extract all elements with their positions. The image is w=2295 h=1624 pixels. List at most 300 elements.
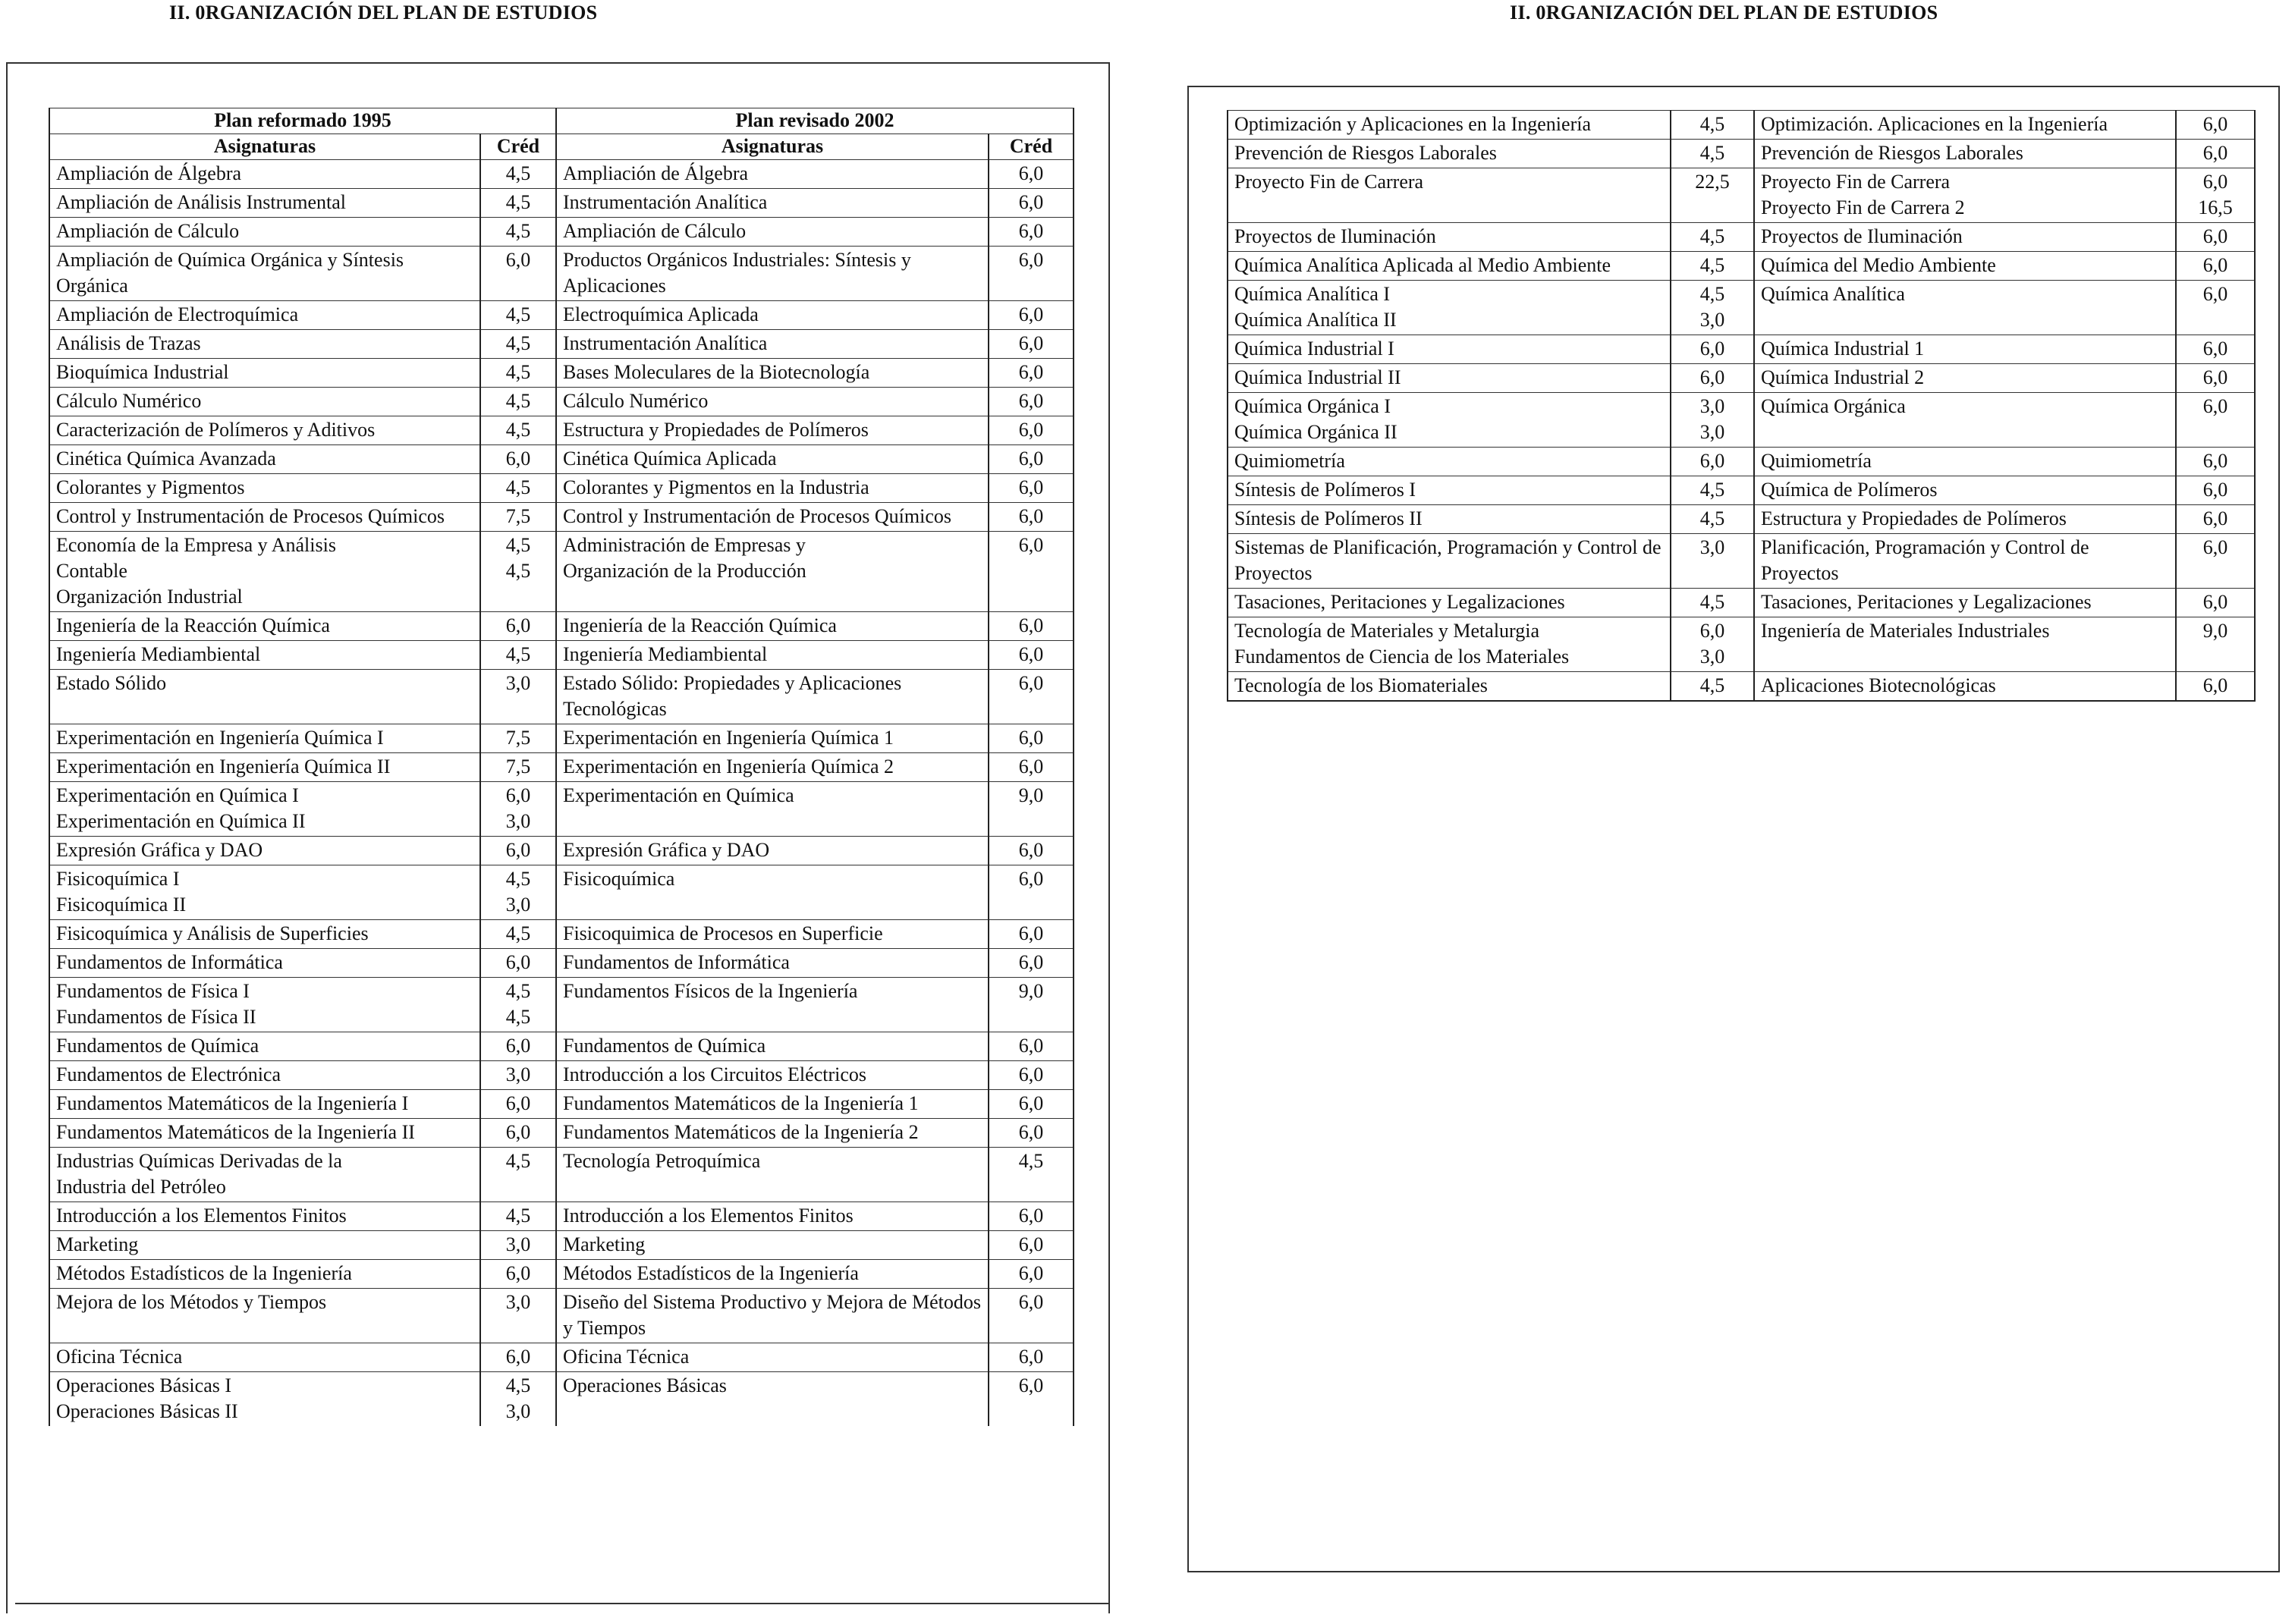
subject-name: Oficina Técnica xyxy=(56,1346,183,1368)
table-row xyxy=(49,247,1074,301)
credit-value: 6,0 xyxy=(1018,1035,1044,1057)
credits-old-cell xyxy=(1671,476,1754,505)
credits-old-cell xyxy=(480,920,556,949)
subject-name: Química Industrial I xyxy=(1234,338,1394,360)
table-row xyxy=(49,753,1074,782)
credit-value: 4,5 xyxy=(505,419,531,441)
subject-name: Proyectos de Iluminación xyxy=(1761,225,1963,247)
credits-old-cell xyxy=(480,612,556,641)
credits-new-cell xyxy=(989,503,1074,532)
credit-value: 9,0 xyxy=(1018,980,1044,1002)
credits-new-cell xyxy=(989,753,1074,782)
subject-name: Instrumentación Analítica xyxy=(563,332,768,354)
credit-value: 4,5 xyxy=(1699,142,1725,164)
credit-value: 6,0 xyxy=(1018,361,1044,383)
credit-value: 6,0 xyxy=(2202,283,2228,305)
subject-name: Introducción a los Elementos Finitos xyxy=(56,1205,347,1227)
credit-value: 6,0 xyxy=(505,784,531,806)
table-row xyxy=(49,1090,1074,1119)
credits-old-cell xyxy=(480,503,556,532)
subject-old-cell xyxy=(49,218,480,247)
subject-name: Fundamentos de Electrónica xyxy=(56,1063,281,1085)
subject-new-cell xyxy=(1754,534,2176,589)
subject-name: Tasaciones, Peritaciones y Legalizaciones xyxy=(1234,591,1565,613)
table-row xyxy=(49,1343,1074,1372)
credits-new-cell xyxy=(989,920,1074,949)
subject-name: Tecnología de Materiales y Metalurgia xyxy=(1234,620,1539,642)
plan-new-header: Plan revisado 2002 xyxy=(556,108,1074,134)
credit-value: 6,0 xyxy=(1018,839,1044,861)
subject-name: Optimización. Aplicaciones en la Ingeniería xyxy=(1761,113,2108,135)
subject-old-cell xyxy=(1228,168,1671,223)
subject-name: Experimentación en Química II xyxy=(56,810,306,832)
subject-name: Introducción a los Elementos Finitos xyxy=(563,1205,854,1227)
col-subjects-old: Asignaturas xyxy=(49,134,480,160)
subject-old-cell xyxy=(49,160,480,189)
table-row xyxy=(49,1119,1074,1148)
subject-name: Proyecto Fin de Carrera 2 xyxy=(1761,196,1965,218)
left-page xyxy=(0,0,1134,1624)
table-row xyxy=(1228,617,2255,672)
subject-new-cell xyxy=(556,724,989,753)
credit-value: 4,5 xyxy=(1699,254,1725,276)
subject-name: Ampliación de Cálculo xyxy=(563,220,747,242)
table-row xyxy=(49,388,1074,416)
credits-new-cell xyxy=(2176,140,2255,168)
credits-old-cell xyxy=(480,782,556,837)
page-frame-top-rule xyxy=(1187,86,2280,87)
subject-new-cell xyxy=(556,670,989,724)
subject-name: Electroquímica Aplicada xyxy=(563,303,759,325)
credits-new-cell xyxy=(2176,589,2255,617)
subject-name: Operaciones Básicas I xyxy=(56,1374,232,1396)
subject-old-cell xyxy=(49,1090,480,1119)
subject-old-cell xyxy=(49,416,480,445)
table-row xyxy=(49,1202,1074,1231)
subject-new-cell xyxy=(1754,111,2176,140)
credit-value: 4,5 xyxy=(505,332,531,354)
subject-new-cell xyxy=(556,503,989,532)
subject-name: Fundamentos Matemáticos de la Ingeniería I xyxy=(56,1092,409,1114)
credits-old-cell xyxy=(480,724,556,753)
table-row xyxy=(49,782,1074,837)
subject-name: Química Orgánica I xyxy=(1234,395,1391,417)
subject-new-cell xyxy=(1754,448,2176,476)
subject-name: Mejora de los Métodos y Tiempos xyxy=(56,1291,327,1313)
credit-value: 3,0 xyxy=(1699,421,1725,443)
table-row xyxy=(1228,393,2255,448)
credits-old-cell xyxy=(480,1148,556,1202)
subject-name: Optimización y Aplicaciones en la Ingeniería xyxy=(1234,113,1591,135)
subject-name: Ingeniería de la Reacción Química xyxy=(563,614,837,636)
credit-value: 4,5 xyxy=(1018,1150,1044,1172)
credit-value: 6,0 xyxy=(1018,534,1044,556)
table-row xyxy=(49,837,1074,865)
subject-new-cell xyxy=(556,753,989,782)
subject-name: Marketing xyxy=(563,1233,646,1255)
subject-name: Operaciones Básicas II xyxy=(56,1400,238,1422)
credit-value: 3,0 xyxy=(1699,646,1725,668)
credits-old-cell xyxy=(480,753,556,782)
credits-new-cell xyxy=(989,1061,1074,1090)
credits-old-cell xyxy=(480,1372,556,1427)
page-title: II. 0RGANIZACIÓN DEL PLAN DE ESTUDIOS xyxy=(169,2,598,24)
subject-new-cell xyxy=(556,189,989,218)
credit-value: 6,0 xyxy=(2202,507,2228,529)
credits-new-cell xyxy=(989,1119,1074,1148)
subject-new-cell xyxy=(556,247,989,301)
credit-value: 4,5 xyxy=(505,922,531,944)
subject-new-cell xyxy=(556,1343,989,1372)
credit-value: 4,5 xyxy=(505,361,531,383)
subject-new-cell xyxy=(556,865,989,920)
credits-old-cell xyxy=(1671,111,1754,140)
credit-value: 3,0 xyxy=(1699,395,1725,417)
subject-name: Estructura y Propiedades de Polímeros xyxy=(1761,507,2067,529)
credits-new-cell xyxy=(2176,111,2255,140)
subject-name: Experimentación en Química xyxy=(563,784,794,806)
credit-value: 6,0 xyxy=(1018,303,1044,325)
credit-value: 3,0 xyxy=(505,894,531,916)
credits-old-cell xyxy=(1671,393,1754,448)
page-title: II. 0RGANIZACIÓN DEL PLAN DE ESTUDIOS xyxy=(1510,2,1938,24)
subject-name: Fundamentos de Informática xyxy=(563,951,790,973)
subject-name: Organización Industrial xyxy=(56,586,243,608)
subject-old-cell xyxy=(49,1372,480,1427)
credits-old-cell xyxy=(480,1231,556,1260)
subject-name: Fundamentos de Física II xyxy=(56,1006,256,1028)
subject-name: Marketing xyxy=(56,1233,139,1255)
credits-old-cell xyxy=(480,1343,556,1372)
equivalence-table-right xyxy=(1227,110,2256,702)
credit-value: 6,0 xyxy=(505,1121,531,1143)
subject-old-cell xyxy=(1228,281,1671,335)
subject-old-cell xyxy=(49,330,480,359)
credit-value: 6,0 xyxy=(1699,366,1725,388)
credits-new-cell xyxy=(989,189,1074,218)
credit-value: 6,0 xyxy=(1018,476,1044,498)
credits-old-cell xyxy=(480,837,556,865)
table-row xyxy=(49,978,1074,1032)
credits-old-cell xyxy=(480,189,556,218)
credit-value: 6,0 xyxy=(2202,142,2228,164)
table-row xyxy=(49,416,1074,445)
table-row xyxy=(1228,140,2255,168)
credit-value: 6,0 xyxy=(2202,395,2228,417)
table-row xyxy=(49,670,1074,724)
credit-value: 6,0 xyxy=(505,614,531,636)
table-row xyxy=(49,1148,1074,1202)
credit-value: 6,0 xyxy=(2202,338,2228,360)
page-frame-bottom-rule xyxy=(15,1603,1110,1604)
credits-old-cell xyxy=(1671,223,1754,252)
table-row xyxy=(49,160,1074,189)
credits-new-cell xyxy=(989,532,1074,612)
subject-new-cell xyxy=(1754,223,2176,252)
credits-new-cell xyxy=(989,330,1074,359)
subject-old-cell xyxy=(49,445,480,474)
credits-new-cell xyxy=(989,416,1074,445)
subject-new-cell xyxy=(556,359,989,388)
subject-name: Ingeniería Mediambiental xyxy=(563,643,768,665)
subject-old-cell xyxy=(49,1343,480,1372)
table-row xyxy=(1228,476,2255,505)
subject-name: Organización de la Producción xyxy=(563,560,806,582)
subject-name: Ampliación de Electroquímica xyxy=(56,303,299,325)
subject-new-cell xyxy=(1754,589,2176,617)
credits-old-cell xyxy=(480,532,556,612)
table-row xyxy=(49,949,1074,978)
credits-old-cell xyxy=(1671,252,1754,281)
credit-value: 6,0 xyxy=(1018,1374,1044,1396)
credit-value: 6,0 xyxy=(505,249,531,271)
credit-value: 4,5 xyxy=(505,868,531,890)
subject-old-cell xyxy=(49,782,480,837)
credit-value: 4,5 xyxy=(505,1150,531,1172)
subject-old-cell xyxy=(1228,589,1671,617)
subject-name: Fisicoquímica II xyxy=(56,894,187,916)
credits-new-cell xyxy=(989,474,1074,503)
subject-new-cell xyxy=(556,388,989,416)
subject-name: Ampliación de Álgebra xyxy=(563,162,749,184)
subject-name: Tecnología de los Biomateriales xyxy=(1234,674,1488,696)
credits-new-cell xyxy=(2176,281,2255,335)
table-row xyxy=(49,218,1074,247)
subject-name: Fundamentos Matemáticos de la Ingeniería II xyxy=(56,1121,415,1143)
table-row xyxy=(1228,505,2255,534)
subject-name: Fundamentos Matemáticos de la Ingeniería 2 xyxy=(563,1121,919,1143)
subject-new-cell xyxy=(1754,168,2176,223)
subject-name: Colorantes y Pigmentos en la Industria xyxy=(563,476,869,498)
credits-old-cell xyxy=(480,388,556,416)
subject-name: Fundamentos Físicos de la Ingeniería xyxy=(563,980,858,1002)
credits-old-cell xyxy=(480,160,556,189)
table-row xyxy=(1228,281,2255,335)
credit-value: 6,0 xyxy=(1018,922,1044,944)
credits-new-cell xyxy=(2176,505,2255,534)
table-row xyxy=(1228,448,2255,476)
credits-new-cell xyxy=(2176,223,2255,252)
subject-name: Fisicoquimica de Procesos en Superficie xyxy=(563,922,883,944)
credits-old-cell xyxy=(480,301,556,330)
credit-value: 4,5 xyxy=(505,1006,531,1028)
credit-value: 6,0 xyxy=(1018,755,1044,777)
subject-old-cell xyxy=(49,837,480,865)
subject-old-cell xyxy=(49,1119,480,1148)
credit-value: 4,5 xyxy=(505,980,531,1002)
table-row xyxy=(49,865,1074,920)
subject-name: Fisicoquímica I xyxy=(56,868,180,890)
subject-name: Química Analítica II xyxy=(1234,309,1397,331)
credit-value: 3,0 xyxy=(505,1400,531,1422)
subject-new-cell xyxy=(1754,617,2176,672)
table-row xyxy=(49,189,1074,218)
credits-old-cell xyxy=(1671,505,1754,534)
credit-value: 6,0 xyxy=(505,1035,531,1057)
credit-value: 6,0 xyxy=(1018,951,1044,973)
credits-new-cell xyxy=(2176,335,2255,364)
credit-value: 6,0 xyxy=(1018,448,1044,470)
subject-old-cell xyxy=(49,189,480,218)
table-row xyxy=(49,1032,1074,1061)
credits-old-cell xyxy=(1671,364,1754,393)
table-row xyxy=(49,724,1074,753)
subject-new-cell xyxy=(556,1202,989,1231)
credit-value: 6,0 xyxy=(505,1262,531,1284)
credits-old-cell xyxy=(1671,448,1754,476)
table-row xyxy=(1228,364,2255,393)
subject-new-cell xyxy=(556,1260,989,1289)
credits-new-cell xyxy=(989,612,1074,641)
credit-value: 3,0 xyxy=(505,1063,531,1085)
subject-name: Estado Sólido xyxy=(56,672,167,694)
subject-name: Proyectos de Iluminación xyxy=(1234,225,1436,247)
subject-name: Control y Instrumentación de Procesos Químicos xyxy=(56,505,445,527)
credit-value: 3,0 xyxy=(1699,309,1725,331)
subject-name: Expresión Gráfica y DAO xyxy=(56,839,263,861)
credit-value: 6,0 xyxy=(1018,614,1044,636)
subject-old-cell xyxy=(49,359,480,388)
subject-old-cell xyxy=(1228,393,1671,448)
subject-name: Tasaciones, Peritaciones y Legalizaciones xyxy=(1761,591,2092,613)
table-row xyxy=(49,1231,1074,1260)
table-body xyxy=(1228,111,2255,702)
credit-value: 6,0 xyxy=(1699,450,1725,472)
subject-name: Estructura y Propiedades de Polímeros xyxy=(563,419,869,441)
credit-value: 3,0 xyxy=(505,810,531,832)
credits-new-cell xyxy=(989,247,1074,301)
credit-value: 4,5 xyxy=(505,390,531,412)
equivalence-table-left xyxy=(49,108,1074,1426)
credit-value: 6,0 xyxy=(1018,1063,1044,1085)
credit-value: 6,0 xyxy=(1018,1121,1044,1143)
subject-name: Ingeniería de Materiales Industriales xyxy=(1761,620,2050,642)
subject-name: Química Industrial 2 xyxy=(1761,366,1925,388)
subject-old-cell xyxy=(49,949,480,978)
credit-value: 6,0 xyxy=(1018,1346,1044,1368)
credits-old-cell xyxy=(480,359,556,388)
subject-new-cell xyxy=(556,474,989,503)
table-row xyxy=(1228,252,2255,281)
credits-new-cell xyxy=(2176,617,2255,672)
subject-old-cell xyxy=(49,1231,480,1260)
credits-new-cell xyxy=(989,388,1074,416)
credit-value: 6,0 xyxy=(1018,419,1044,441)
credit-value: 6,0 xyxy=(1018,1291,1044,1313)
subject-new-cell xyxy=(556,1119,989,1148)
credits-new-cell xyxy=(989,641,1074,670)
credits-old-cell xyxy=(480,218,556,247)
subject-old-cell xyxy=(49,724,480,753)
credit-value: 6,0 xyxy=(2202,171,2228,193)
credit-value: 6,0 xyxy=(2202,366,2228,388)
credits-new-cell xyxy=(2176,448,2255,476)
subject-name: Métodos Estadísticos de la Ingeniería xyxy=(56,1262,352,1284)
credit-value: 6,0 xyxy=(505,839,531,861)
subject-name: Oficina Técnica xyxy=(563,1346,690,1368)
subject-name: Industrias Químicas Derivadas de la xyxy=(56,1150,342,1172)
table-row xyxy=(49,641,1074,670)
col-credits-new: Créd xyxy=(989,134,1074,160)
subject-new-cell xyxy=(556,330,989,359)
credits-old-cell xyxy=(480,474,556,503)
credits-new-cell xyxy=(989,1260,1074,1289)
credit-value: 4,5 xyxy=(505,220,531,242)
credits-new-cell xyxy=(2176,252,2255,281)
credit-value: 6,0 xyxy=(1018,220,1044,242)
subject-new-cell xyxy=(556,532,989,612)
subject-old-cell xyxy=(49,474,480,503)
subject-new-cell xyxy=(556,782,989,837)
credits-new-cell xyxy=(989,1289,1074,1343)
subject-old-cell xyxy=(1228,335,1671,364)
credits-old-cell xyxy=(1671,617,1754,672)
subject-old-cell xyxy=(49,503,480,532)
credits-old-cell xyxy=(480,247,556,301)
subject-new-cell xyxy=(556,301,989,330)
table-body xyxy=(49,160,1074,1427)
credits-new-cell xyxy=(989,1148,1074,1202)
subject-name: Bases Moleculares de la Biotecnología xyxy=(563,361,870,383)
credits-old-cell xyxy=(1671,168,1754,223)
credit-value: 6,0 xyxy=(505,448,531,470)
subject-name: Caracterización de Polímeros y Aditivos xyxy=(56,419,376,441)
credits-new-cell xyxy=(989,1343,1074,1372)
col-credits-old: Créd xyxy=(480,134,556,160)
subject-name: Sistemas de Planificación, Programación y Control de Proyectos xyxy=(1234,536,1662,584)
credits-new-cell xyxy=(2176,672,2255,702)
credit-value: 9,0 xyxy=(2202,620,2228,642)
credit-value: 4,5 xyxy=(1699,113,1725,135)
subject-name: Química Industrial II xyxy=(1234,366,1401,388)
credit-value: 4,5 xyxy=(505,1205,531,1227)
subject-name: Experimentación en Ingeniería Química I xyxy=(56,727,384,749)
subject-old-cell xyxy=(49,612,480,641)
subject-old-cell xyxy=(1228,476,1671,505)
subject-name: Análisis de Trazas xyxy=(56,332,201,354)
subject-old-cell xyxy=(49,247,480,301)
credit-value: 4,5 xyxy=(505,303,531,325)
table-row xyxy=(1228,168,2255,223)
subject-name: Experimentación en Ingeniería Química II xyxy=(56,755,391,777)
subject-new-cell xyxy=(556,160,989,189)
credit-value: 6,0 xyxy=(2202,536,2228,558)
credits-old-cell xyxy=(480,1260,556,1289)
credit-value: 4,5 xyxy=(505,560,531,582)
subject-name: Química Analítica Aplicada al Medio Ambiente xyxy=(1234,254,1611,276)
subject-name: Fisicoquímica xyxy=(563,868,675,890)
credits-new-cell xyxy=(989,978,1074,1032)
credit-value: 9,0 xyxy=(1018,784,1044,806)
column-header-row xyxy=(49,134,1074,160)
credit-value: 7,5 xyxy=(505,727,531,749)
subject-old-cell xyxy=(49,1202,480,1231)
credits-old-cell xyxy=(480,641,556,670)
table-row xyxy=(49,1061,1074,1090)
subject-new-cell xyxy=(556,1231,989,1260)
subject-new-cell xyxy=(1754,281,2176,335)
credits-new-cell xyxy=(2176,393,2255,448)
credits-old-cell xyxy=(1671,140,1754,168)
credits-old-cell xyxy=(480,1090,556,1119)
credits-new-cell xyxy=(989,837,1074,865)
credit-value: 4,5 xyxy=(505,643,531,665)
subject-name: Métodos Estadísticos de la Ingeniería xyxy=(563,1262,859,1284)
credit-value: 4,5 xyxy=(1699,507,1725,529)
subject-new-cell xyxy=(556,1289,989,1343)
subject-name: Contable xyxy=(56,560,127,582)
subject-name: Control y Instrumentación de Procesos Químicos xyxy=(563,505,951,527)
